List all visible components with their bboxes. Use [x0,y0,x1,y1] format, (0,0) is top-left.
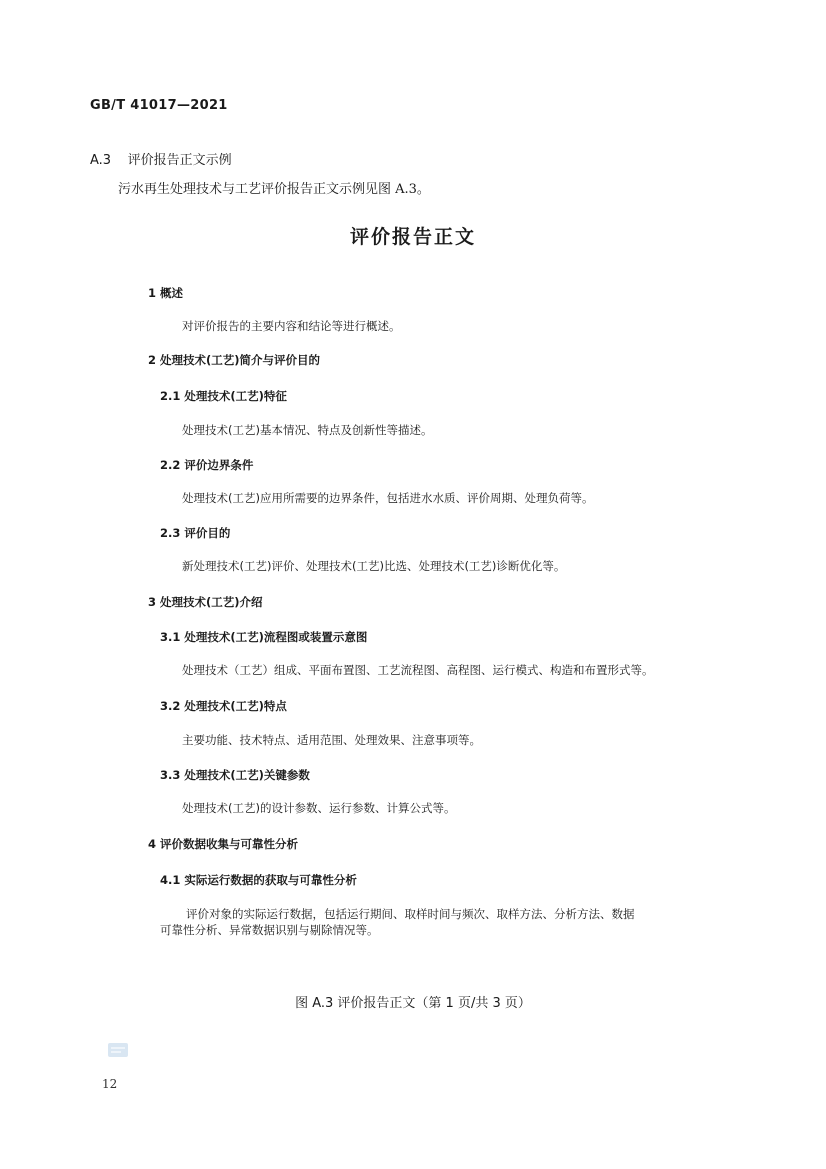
body-text: 评价对象的实际运行数据，包括运行期间、取样时间与频次、取样方法、分析方法、数据 [186,907,635,921]
body-text: 处理技术（工艺）组成、平面布置图、工艺流程图、高程图、运行模式、构造和布置形式等。 [182,663,654,677]
body-text: 新处理技术(工艺)评价、处理技术(工艺)比选、处理技术(工艺)诊断优化等。 [182,559,566,573]
section-title: 评价报告正文示例 [127,153,232,168]
body-text: 处理技术(工艺)的设计参数、运行参数、计算公式等。 [182,801,456,815]
heading-data-collection: 4 评价数据收集与可靠性分析 [148,837,299,851]
section-intro: 污水再生处理技术与工艺评价报告正文示例见图 A.3。 [118,182,430,197]
subheading-2-3: 2.3 评价目的 [160,526,231,540]
body-text: 主要功能、技术特点、适用范围、处理效果、注意事项等。 [182,733,481,747]
standard-code: GB/T 41017—2021 [90,98,228,113]
figure-caption: 图 A.3 评价报告正文（第 1 页/共 3 页） [295,996,531,1011]
page-number: 12 [102,1077,118,1091]
body-text-continued: 可靠性分析、异常数据识别与剔除情况等。 [160,923,379,937]
heading-tech-intro: 2 处理技术(工艺)简介与评价目的 [148,353,321,367]
watermark-logo-icon [108,1043,128,1057]
subheading-3-3: 3.3 处理技术(工艺)关键参数 [160,768,310,782]
heading-overview: 1 概述 [148,286,184,300]
subheading-3-1: 3.1 处理技术(工艺)流程图或装置示意图 [160,630,368,644]
subheading-2-2: 2.2 评价边界条件 [160,458,254,472]
body-text: 处理技术(工艺)基本情况、特点及创新性等描述。 [182,423,433,437]
section-number: A.3 [90,153,112,168]
figure-title: 评价报告正文 [349,226,476,248]
body-text: 对评价报告的主要内容和结论等进行概述。 [182,319,401,333]
body-text: 处理技术(工艺)应用所需要的边界条件，包括进水水质、评价周期、处理负荷等。 [182,491,594,505]
subheading-4-1: 4.1 实际运行数据的获取与可靠性分析 [160,873,357,887]
section-heading [90,149,232,168]
heading-tech-description: 3 处理技术(工艺)介绍 [148,595,263,609]
subheading-3-2: 3.2 处理技术(工艺)特点 [160,699,287,713]
subheading-2-1: 2.1 处理技术(工艺)特征 [160,389,287,403]
